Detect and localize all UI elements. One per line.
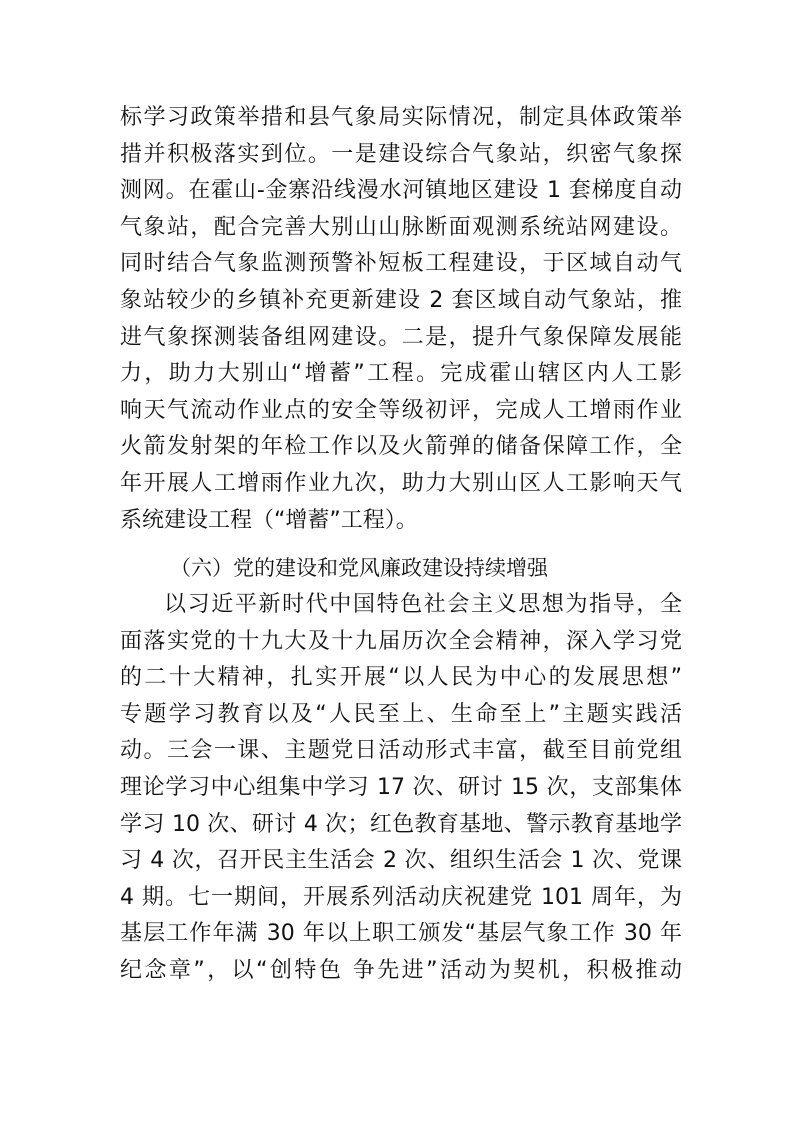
section-heading: （六）党的建设和党风廉政建设持续增强: [170, 556, 548, 580]
text-line: 面落实党的十九大及十九届历次全会精神，深入学习党: [120, 628, 682, 654]
text-line: 的二十大精神，扎实开展“以人民为中心的发展思想”: [120, 665, 682, 691]
text-line: 火箭发射架的年检工作以及火箭弹的储备保障工作，全: [120, 434, 682, 460]
text-line: 标学习政策举措和县气象局实际情况，制定具体政策举: [120, 105, 682, 130]
text-line: 措并积极落实到位。一是建设综合气象站，织密气象探: [120, 141, 682, 167]
text-line: 理论学习中心组集中学习 17 次、研讨 15 次，支部集体: [120, 774, 682, 800]
text-line: 习 4 次，召开民主生活会 2 次、组织生活会 1 次、党课: [120, 848, 682, 874]
paragraph-weather-infrastructure: [120, 100, 682, 539]
text-line: 进气象探测装备组网建设。二是，提升气象保障发展能: [120, 324, 682, 350]
text-line: 气象站，配合完善大别山山脉断面观测系统站网建设。: [120, 214, 682, 240]
paragraph-party-building: [120, 587, 682, 990]
text-line: 4 期。七一期间，开展系列活动庆祝建党 101 周年，为: [120, 884, 682, 910]
text-line: 动。三会一课、主题党日活动形式丰富，截至目前党组: [120, 738, 682, 764]
text-line: 测网。在霍山-金寨沿线漫水河镇地区建设 1 套梯度自动: [120, 178, 682, 204]
text-line: 同时结合气象监测预警补短板工程建设，于区域自动气: [120, 251, 682, 277]
text-line: 响天气流动作业点的安全等级初评，完成人工增雨作业: [120, 397, 682, 423]
text-line: 专题学习教育以及“人民至上、生命至上”主题实践活: [120, 701, 682, 727]
text-line: 以习近平新时代中国特色社会主义思想为指导，全: [164, 592, 682, 617]
text-line: 象站较少的乡镇补充更新建设 2 套区域自动气象站，推: [120, 287, 682, 313]
text-line: 纪念章”，以“创特色 争先进”活动为契机，积极推动: [120, 957, 682, 983]
text-line: 学习 10 次、研讨 4 次；红色教育基地、警示教育基地学: [120, 811, 682, 837]
text-line: 年开展人工增雨作业九次，助力大别山区人工影响天气: [120, 470, 682, 496]
text-line: 力，助力大别山“增蓄”工程。完成霍山辖区内人工影: [120, 361, 682, 387]
text-line: 系统建设工程（“增蓄”工程）。: [120, 507, 418, 533]
text-line: 基层工作年满 30 年以上职工颁发“基层气象工作 30 年: [120, 921, 682, 947]
